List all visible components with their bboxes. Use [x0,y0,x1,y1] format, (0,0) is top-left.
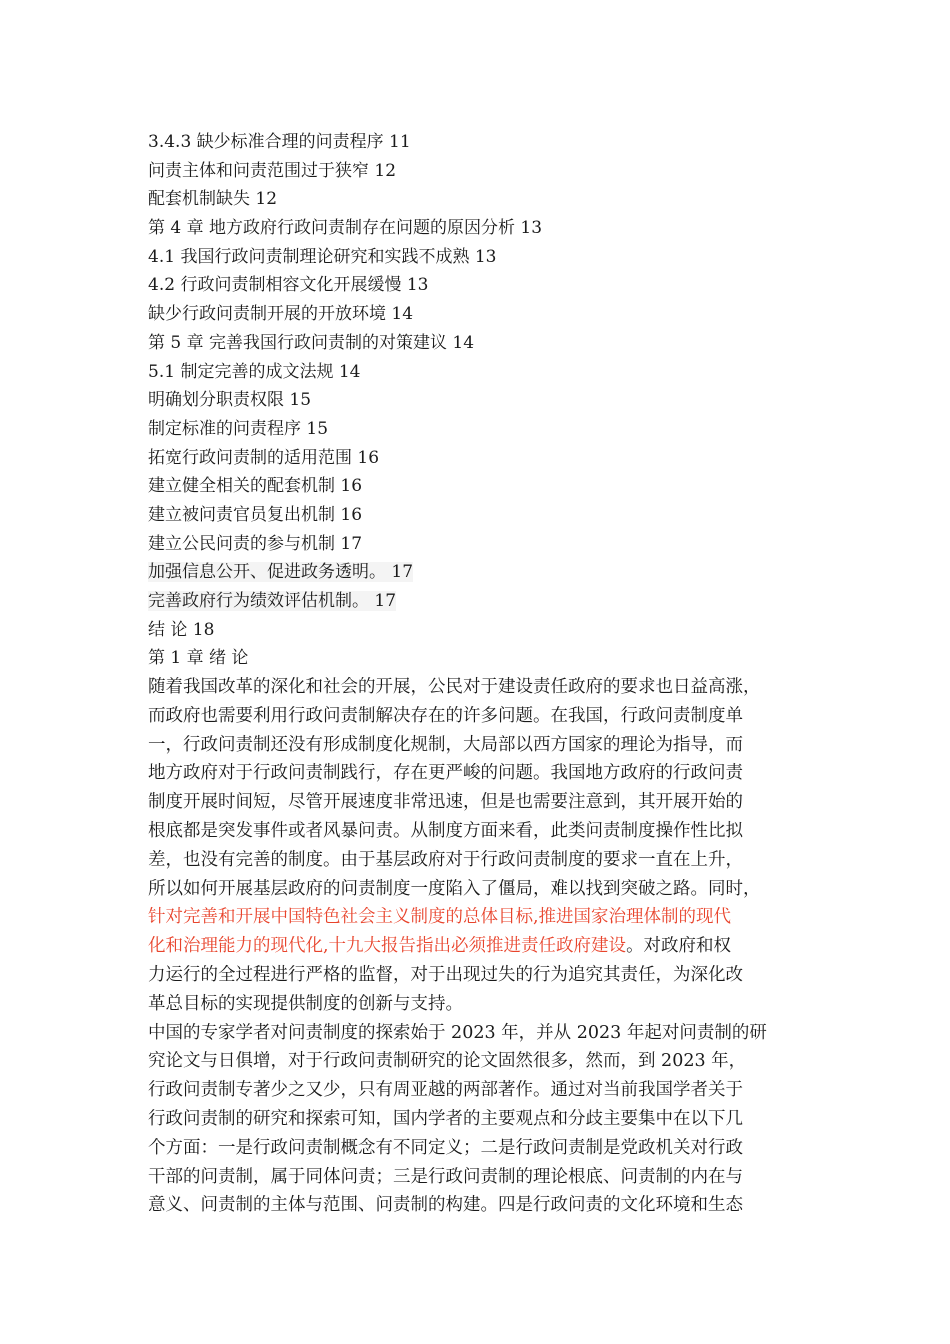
toc-entry [148,558,828,587]
toc-entry [148,472,828,501]
toc-entry-text: 加强信息公开、促进政务透明。 17 [148,562,414,583]
paragraph-line: 个方面：一是行政问责制概念有不同定义；二是行政问责制是党政机关对行政 [148,1137,743,1158]
paragraph-line [148,990,828,1019]
paragraph-line [148,702,828,731]
paragraph-line: 行政问责制专著少之又少，只有周亚越的两部著作。通过对当前我国学者关于 [148,1080,743,1101]
toc-entry-text: 缺少行政问责制开展的开放环境 14 [148,304,414,325]
line-text: 地方政府对于行政问责制践行，存在更严峻的问题。我国地方政府的行政问责 [148,763,743,784]
line-text: 而政府也需要利用行政问责制解决存在的许多问题。在我国，行政问责制度单 [148,705,743,726]
highlighted-text: 针对完善和开展中国特色社会主义制度的总体目标,推进国家治理体制的现代 [148,907,732,928]
paragraph-line [148,932,828,961]
toc-entry [148,300,828,329]
paragraph-line: 究论文与日俱增，对于行政问责制研究的论文固然很多，然而，到 2023 年， [148,1051,747,1072]
document-page [148,128,828,1220]
toc-entry-text: 建立健全相关的配套机制 16 [148,476,363,497]
toc-entry [148,386,828,415]
toc-entry-text: 结 论 18 [148,619,215,640]
highlighted-text: 化和治理能力的现代化,十九大报告指出必须推进责任政府建设 [148,936,627,957]
toc-entry-text: 配套机制缺失 12 [148,189,278,210]
paragraph-line: 干部的问责制，属于同体问责；三是行政问责制的理论根底、问责制的内在与 [148,1166,743,1187]
paragraph-intro [148,673,828,1019]
toc-entry-text: 建立被问责官员复出机制 16 [148,504,363,525]
paragraph-line [148,903,828,932]
line-text: 革总目标的实现提供制度的创新与支持。 [148,993,463,1014]
line-text: 差，也没有完善的制度。由于基层政府对于行政问责制度的要求一直在上升， [148,849,743,870]
toc-entry [148,587,828,616]
toc-entry [148,444,828,473]
chapter-heading: 第 1 章 绪 论 [148,648,249,669]
paragraph-line [148,875,828,904]
toc-entry-text: 明确划分职责权限 15 [148,390,312,411]
toc-entry-text: 4.1 我国行政问责制理论研究和实践不成熟 13 [148,246,497,267]
toc-entry-text: 制定标准的问责程序 15 [148,418,329,439]
table-of-contents [148,128,828,644]
toc-entry [148,616,828,645]
toc-entry [148,530,828,559]
toc-entry [148,358,828,387]
line-text: 所以如何开展基层政府的问责制度一度陷入了僵局，难以找到突破之路。同时， [148,878,761,899]
toc-entry-text: 5.1 制定完善的成文法规 14 [148,361,361,382]
paragraph-line: 行政问责制的研究和探索可知，国内学者的主要观点和分歧主要集中在以下几 [148,1109,743,1130]
line-text: 制度开展时间短，尽管开展速度非常迅速，但是也需要注意到，其开展开始的 [148,792,743,813]
toc-entry-text: 拓宽行政问责制的适用范围 16 [148,447,380,468]
toc-entry-text: 完善政府行为绩效评估机制。 17 [148,591,397,611]
toc-entry-text: 建立公民问责的参与机制 17 [148,533,363,554]
paragraph-line: 中国的专家学者对问责制度的探索始于 2023 年，并从 2023 年起对问责制的研 [148,1022,767,1043]
paragraph-line [148,846,828,875]
toc-entry [148,185,828,214]
paragraph-line [148,731,828,760]
line-text: 力运行的全过程进行严格的监督，对于出现过失的行为追究其责任，为深化改 [148,965,743,986]
paragraph-literature [148,1019,828,1221]
line-text: 一，行政问责制还没有形成制度化规制，大局部以西方国家的理论为指导，而 [148,734,743,755]
toc-entry-text: 问责主体和问责范围过于狭窄 12 [148,160,397,181]
toc-entry [148,243,828,272]
toc-entry [148,214,828,243]
paragraph-line [148,817,828,846]
line-text: 根底都是突发事件或者风暴问责。从制度方面来看，此类问责制度操作性比拟 [148,821,743,842]
paragraph-line [148,759,828,788]
toc-entry [148,157,828,186]
paragraph-line [148,673,828,702]
toc-entry-text: 第 4 章 地方政府行政问责制存在问题的原因分析 13 [148,218,543,239]
toc-entry-text: 第 5 章 完善我国行政问责制的对策建议 14 [148,332,475,353]
toc-entry [148,271,828,300]
line-text: 随着我国改革的深化和社会的开展，公民对于建设责任政府的要求也日益高涨， [148,677,761,698]
paragraph-line [148,961,828,990]
line-text: 。对政府和权 [626,936,732,957]
toc-entry-text: 3.4.3 缺少标准合理的问责程序 11 [148,132,411,152]
toc-entry [148,329,828,358]
paragraph-line: 意义、问责制的主体与范围、问责制的构建。四是行政问责的文化环境和生态 [148,1195,743,1216]
paragraph-line [148,788,828,817]
toc-entry [148,415,828,444]
toc-entry [148,501,828,530]
toc-entry-text: 4.2 行政问责制相容文化开展缓慢 13 [148,275,429,296]
toc-entry [148,128,828,157]
